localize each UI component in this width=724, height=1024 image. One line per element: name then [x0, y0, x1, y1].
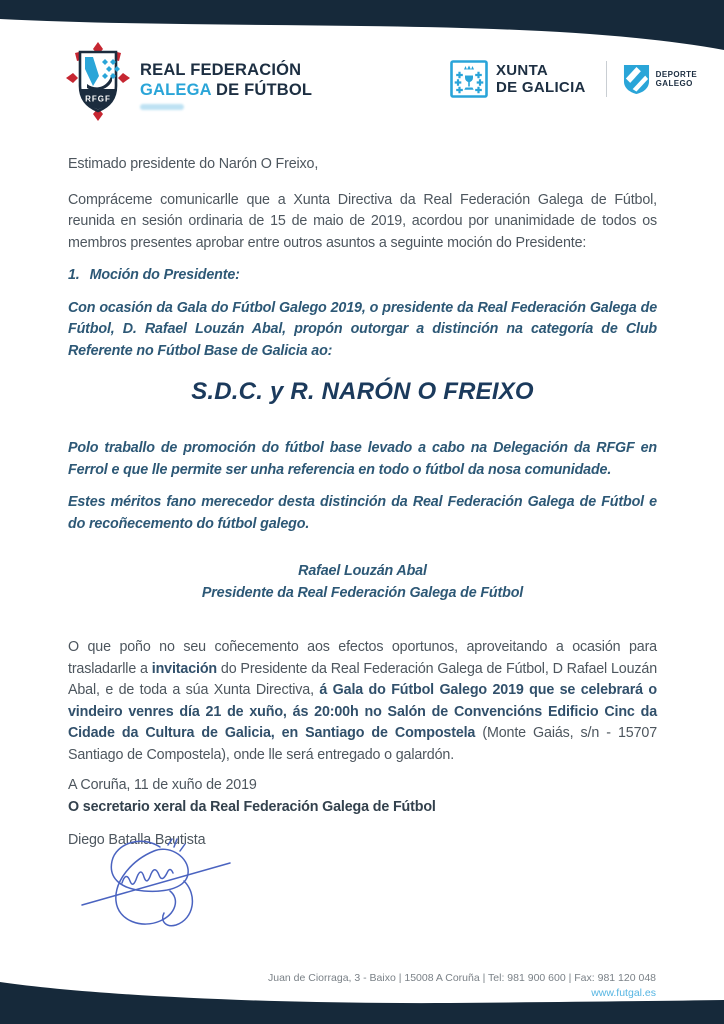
president-name: Rafael Louzán Abal [298, 563, 427, 579]
deporte-wordmark-line1: DEPORTE [655, 70, 698, 79]
deporte-galego-logo [623, 64, 697, 95]
closing-paragraph: O que poño no seu coñecemento aos efectos oportunos, aproveitando a ocasión para trasladarlle a invitación do Presidente da Real Federación Galega de Fútbol, D Rafael Louzán Abal, e de toda a súa Xunta Directiva, á Gala do Fútbol Galego 2019 que se celebrará o vindeiro venres día 21 de xuño, ás 20:00h no Salón de Convencións Edificio Cinc da Cidade da Cultura de Galicia, en Santiago de Compostela (Monte Gaiás, s/n - 15707 Santiago de Compostela), onde lle será entregado o galardón. [68, 639, 658, 763]
award-title: S.D.C. y R. NARÓN O FREIXO [191, 378, 534, 405]
logos-divider [606, 61, 607, 97]
motion-heading [68, 265, 657, 287]
footer [268, 971, 656, 1001]
deporte-wordmark-line2: GALEGO [655, 79, 693, 88]
government-logos [450, 60, 697, 98]
footer-address: Juan de Ciorraga, 3 - Baixo | 15008 A Coruña | Tel: 981 900 600 | Fax: 981 120 048 [267, 972, 656, 984]
handwritten-signature [72, 833, 240, 933]
xunta-wordmark [496, 62, 586, 96]
deporte-shield-icon [623, 64, 650, 95]
motion-paragraph-3: Estes méritos fano merecedor desta distinción da Real Federación Galega de Fútbol e do recoñecemento do fútbol galego. [68, 494, 657, 532]
rfgf-wordmark [140, 60, 312, 110]
rfgf-wordmark-futbol: DE FÚTBOL [211, 81, 313, 99]
president-signature-block [68, 561, 657, 604]
rfgf-shield-icon [66, 42, 130, 122]
motion-heading-number: 1. [68, 267, 80, 283]
salutation: Estimado presidente do Narón O Freixo, [68, 156, 319, 172]
xunta-wordmark-line2: DE GALICIA [496, 79, 586, 96]
secretary-name: Diego Batalla Bautista [68, 832, 206, 848]
footer-website: www.futgal.es [591, 987, 656, 999]
motion-heading-label: Moción do Presidente: [89, 267, 240, 283]
rfgf-wordmark-galega: GALEGA [140, 81, 212, 99]
rfgf-wordmark-line2 [140, 80, 312, 100]
logo-tagline-smudge [140, 104, 184, 110]
xunta-emblem-icon [450, 60, 488, 98]
secretary-title: O secretario xeral da Real Federación Galega de Fútbol [68, 798, 436, 815]
rfgf-logo [66, 42, 312, 122]
motion-paragraph-2: Polo traballo de promoción do fútbol base levado a cabo na Delegación da RFGF en Ferrol e que lle permite ser unha referencia en todo o fútbol da nosa comunidade. [68, 440, 657, 478]
svg-text:RFGF: RFGF [85, 94, 111, 104]
motion-paragraph-1: Con ocasión da Gala do Fútbol Galego 2019, o presidente da Real Federación Galega de Fútbol, D. Rafael Louzán Abal, propón outorgar a distinción na categoría de Club Referente no Fútbol Base de Galicia ao: [68, 299, 657, 359]
rfgf-wordmark-line1: REAL FEDERACIÓN [140, 61, 302, 79]
deporte-wordmark [656, 70, 697, 88]
place-date: A Coruña, 11 de xuño de 2019 [68, 777, 257, 793]
letter-body [68, 154, 657, 852]
xunta-logo [450, 60, 586, 98]
president-title: Presidente da Real Federación Galega de Fútbol [201, 584, 524, 601]
xunta-wordmark-line1: XUNTA [496, 62, 549, 79]
intro-paragraph: Compráceme comunicarlle que a Xunta Directiva da Real Federación Galega de Fútbol, reunida en sesión ordinaria de 15 de maio de 2019, acordou por unanimidade de todos os membros presentes aprobar entre outros asuntos a seguinte moción do Presidente: [68, 191, 657, 251]
